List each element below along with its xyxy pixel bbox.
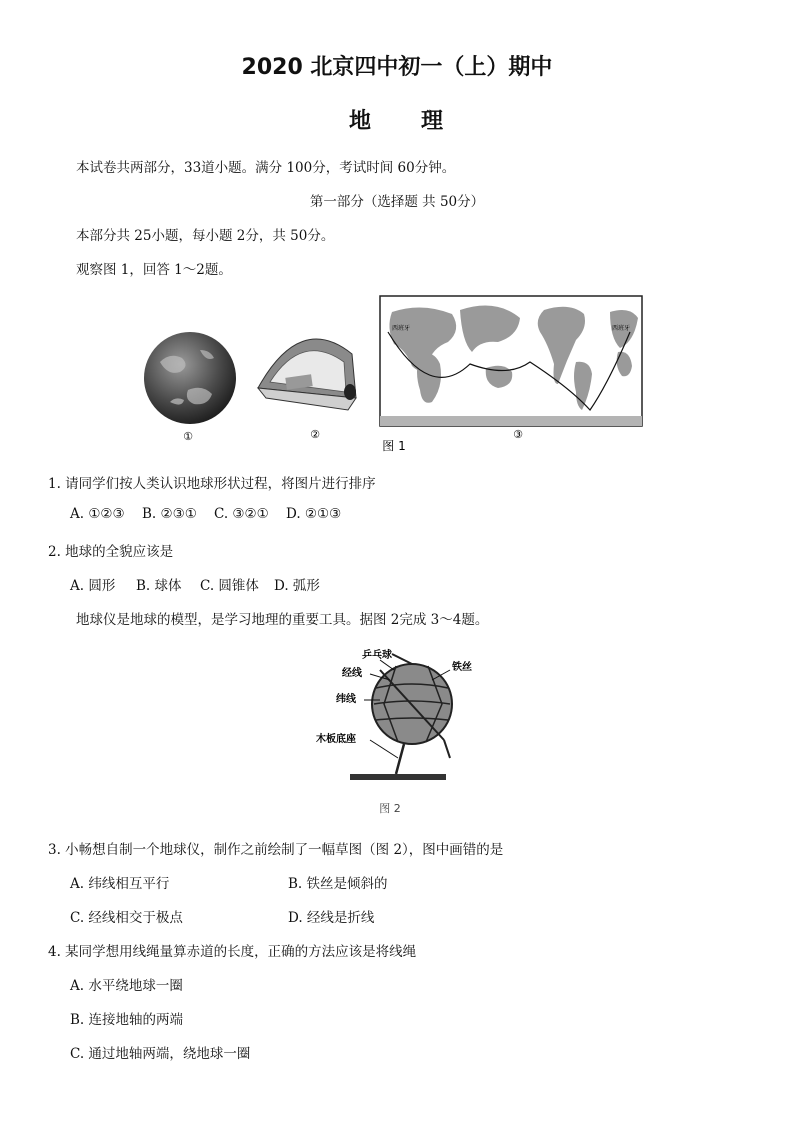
figure1-label-1: ①	[183, 430, 193, 443]
figure-2	[300, 640, 500, 820]
question-1-options	[70, 506, 341, 522]
figure2-caption: 图 2	[379, 802, 401, 815]
label-wire: 铁丝	[452, 662, 472, 673]
exam-info: 本试卷共两部分，33道小题。满分 100分，考试时间 60分钟。	[76, 160, 456, 176]
figure1-label-3: ③	[513, 428, 523, 441]
q2-option-d: D. 弧形	[274, 578, 320, 594]
question-1-stem: 1. 请同学们按人类认识地球形状过程，将图片进行排序	[48, 476, 376, 492]
label-parallel: 纬线	[336, 694, 356, 705]
q3-option-a: A. 纬线相互平行	[70, 876, 170, 892]
q3-option-c: C. 经线相交于极点	[70, 910, 183, 926]
q3-option-b: B. 铁丝是倾斜的	[288, 876, 388, 892]
question-3-stem: 3. 小畅想自制一个地球仪，制作之前绘制了一幅草图（图 2），图中画错的是	[48, 842, 504, 858]
q3-option-d: D. 经线是折线	[288, 910, 375, 926]
subject-heading	[0, 104, 794, 135]
q2-option-c: C. 圆锥体	[200, 578, 259, 594]
globe-sketch	[350, 654, 452, 780]
globe-intro: 地球仪是地球的模型，是学习地理的重要工具。据图 2完成 3～4题。	[76, 612, 489, 628]
subject-char-2: 理	[421, 109, 446, 134]
observe-instruction: 观察图 1，回答 1～2题。	[76, 262, 232, 278]
q1-option-a: A. ①②③	[70, 506, 125, 522]
figure-1	[130, 292, 650, 458]
part-title: 第一部分（选择题 共 50分）	[309, 194, 485, 210]
part-info: 本部分共 25小题，每小题 2分，共 50分。	[76, 228, 335, 244]
world-map	[380, 296, 642, 426]
figure1-label-2: ②	[310, 428, 320, 441]
figure1-caption: 图 1	[382, 439, 406, 453]
q2-option-a: A. 圆形	[70, 578, 116, 594]
map-label-left: 西班牙	[392, 325, 411, 332]
subject-char-1: 地	[348, 109, 373, 134]
q1-option-d: D. ②①③	[286, 506, 342, 522]
map-label-right: 西班牙	[612, 325, 631, 332]
dome-model	[258, 339, 356, 410]
q4-option-a: A. 水平绕地球一圈	[70, 978, 183, 994]
question-2-options	[70, 574, 320, 594]
q1-option-b: B. ②③①	[142, 506, 197, 522]
label-base: 木板底座	[316, 734, 356, 745]
label-meridian: 经线	[342, 668, 362, 679]
q1-option-c: C. ③②①	[214, 506, 269, 522]
question-4-stem: 4. 某同学想用线绳量算赤道的长度，正确的方法应该是将线绳	[48, 944, 417, 960]
earth-photo	[144, 332, 236, 424]
q2-option-b: B. 球体	[136, 578, 182, 594]
label-ball: 乒乓球	[362, 650, 392, 661]
q4-option-c: C. 通过地轴两端，绕地球一圈	[70, 1046, 251, 1062]
question-2-stem: 2. 地球的全貌应该是	[48, 544, 174, 560]
q4-option-b: B. 连接地轴的两端	[70, 1012, 184, 1028]
page-title: 2020 北京四中初一（上）期中	[241, 55, 553, 80]
